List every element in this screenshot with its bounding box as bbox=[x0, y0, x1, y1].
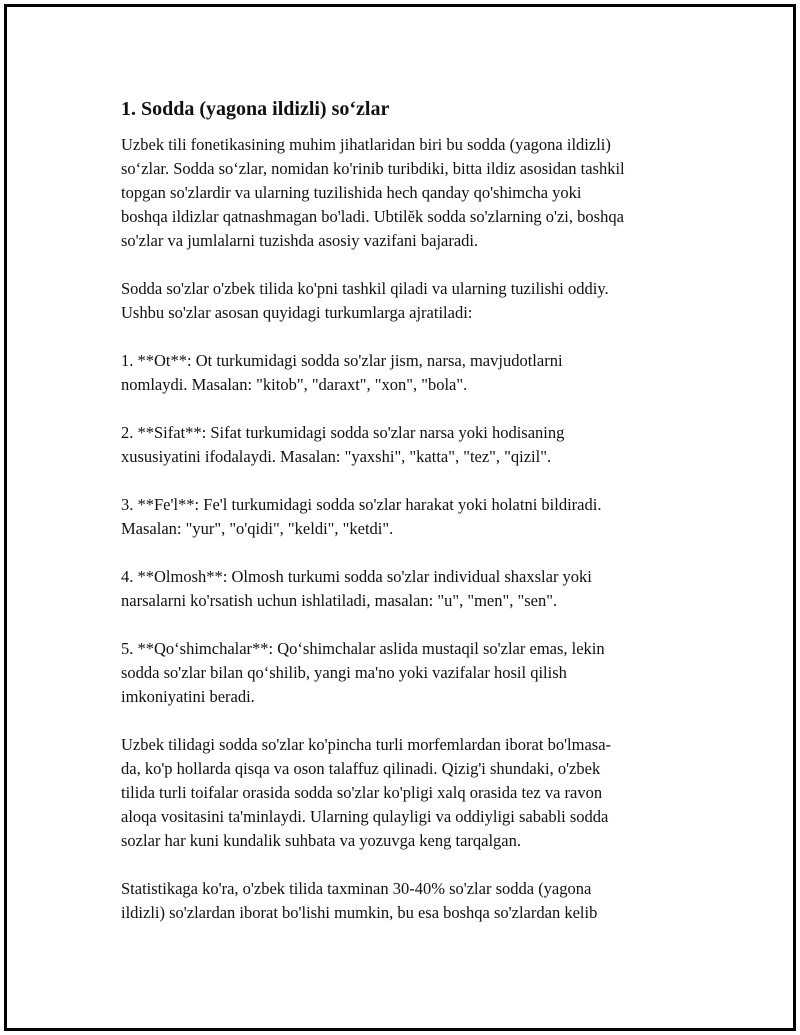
paragraph-line: 4. **Olmosh**: Olmosh turkumi sodda so'zlar individual shaxslar yoki bbox=[121, 567, 592, 586]
paragraph bbox=[121, 493, 701, 541]
paragraph-line: ildizli) so'zlardan iborat bo'lishi mumkin, bu esa boshqa so'zlardan kelib bbox=[121, 903, 598, 922]
paragraph-line: xususiyatini ifodalaydi. Masalan: "yaxshi", "katta", "tez", "qizil". bbox=[121, 447, 552, 466]
paragraph-line: aloqa vositasini ta'minlaydi. Ularning qulayligi va oddiyligi sababli sodda bbox=[121, 807, 609, 826]
document-page bbox=[4, 4, 796, 1031]
paragraphs-container bbox=[121, 133, 701, 925]
paragraph-line: nomlaydi. Masalan: "kitob", "daraxt", "xon", "bola". bbox=[121, 375, 468, 394]
paragraph-line: 5. **Qo‘shimchalar**: Qo‘shimchalar aslida mustaqil so'zlar emas, lekin bbox=[121, 639, 605, 658]
paragraph bbox=[121, 877, 701, 925]
section-heading: 1. Sodda (yagona ildizli) so‘zlar bbox=[121, 98, 390, 120]
paragraph bbox=[121, 733, 701, 853]
paragraph-line: so'zlar va jumlalarni tuzishda asosiy vazifani bajaradi. bbox=[121, 231, 479, 250]
paragraph bbox=[121, 133, 701, 253]
paragraph-line: Masalan: "yur", "o'qidi", "keldi", "ketdi". bbox=[121, 519, 394, 538]
paragraph-line: sodda so'zlar bilan qo‘shilib, yangi ma'no yoki vazifalar hosil qilish bbox=[121, 663, 567, 682]
paragraph-line: Uzbek tilidagi sodda so'zlar ko'pincha turli morfemlardan iborat bo'lmasa- bbox=[121, 735, 612, 754]
paragraph-line: narsalarni ko'rsatish uchun ishlatiladi, masalan: "u", "men", "sen". bbox=[121, 591, 558, 610]
paragraph-line: sozlar har kuni kundalik suhbata va yozuvga keng tarqalgan. bbox=[121, 831, 521, 850]
paragraph-line: imkoniyatini beradi. bbox=[121, 687, 255, 706]
paragraph-line: boshqa ildizlar qatnashmagan bo'ladi. Ubtilĕk sodda so'zlarning o'zi, boshqa bbox=[121, 207, 624, 226]
paragraph bbox=[121, 349, 701, 397]
paragraph-line: tilida turli toifalar orasida sodda so'zlar ko'pligi xalq orasida tez va ravon bbox=[121, 783, 603, 802]
paragraph-line: da, ko'p hollarda qisqa va oson talaffuz qilinadi. Qizig'i shundaki, o'zbek bbox=[121, 759, 601, 778]
paragraph-line: Statistikaga ko'ra, o'zbek tilida taxminan 30-40% so'zlar sodda (yagona bbox=[121, 879, 592, 898]
paragraph-line: so‘zlar. Sodda so‘zlar, nomidan ko'rinib turibdiki, bitta ildiz asosidan tashkil bbox=[121, 159, 625, 178]
paragraph-line: topgan so'zlardir va ularning tuzilishida hech qanday qo'shimcha yoki bbox=[121, 183, 582, 202]
paragraph bbox=[121, 277, 701, 325]
paragraph bbox=[121, 565, 701, 613]
paragraph bbox=[121, 421, 701, 469]
paragraph-line: Sodda so'zlar o'zbek tilida ko'pni tashkil qiladi va ularning tuzilishi oddiy. bbox=[121, 279, 609, 298]
paragraph-line: Uzbek tili fonetikasining muhim jihatlaridan biri bu sodda (yagona ildizli) bbox=[121, 135, 611, 154]
paragraph-line: Ushbu so'zlar asosan quyidagi turkumlarga ajratiladi: bbox=[121, 303, 473, 322]
paragraph-line: 2. **Sifat**: Sifat turkumidagi sodda so'zlar narsa yoki hodisaning bbox=[121, 423, 565, 442]
document-content bbox=[121, 95, 701, 949]
paragraph-line: 3. **Fe'l**: Fe'l turkumidagi sodda so'zlar harakat yoki holatni bildiradi. bbox=[121, 495, 602, 514]
paragraph bbox=[121, 637, 701, 709]
paragraph-line: 1. **Ot**: Ot turkumidagi sodda so'zlar jism, narsa, mavjudotlarni bbox=[121, 351, 563, 370]
